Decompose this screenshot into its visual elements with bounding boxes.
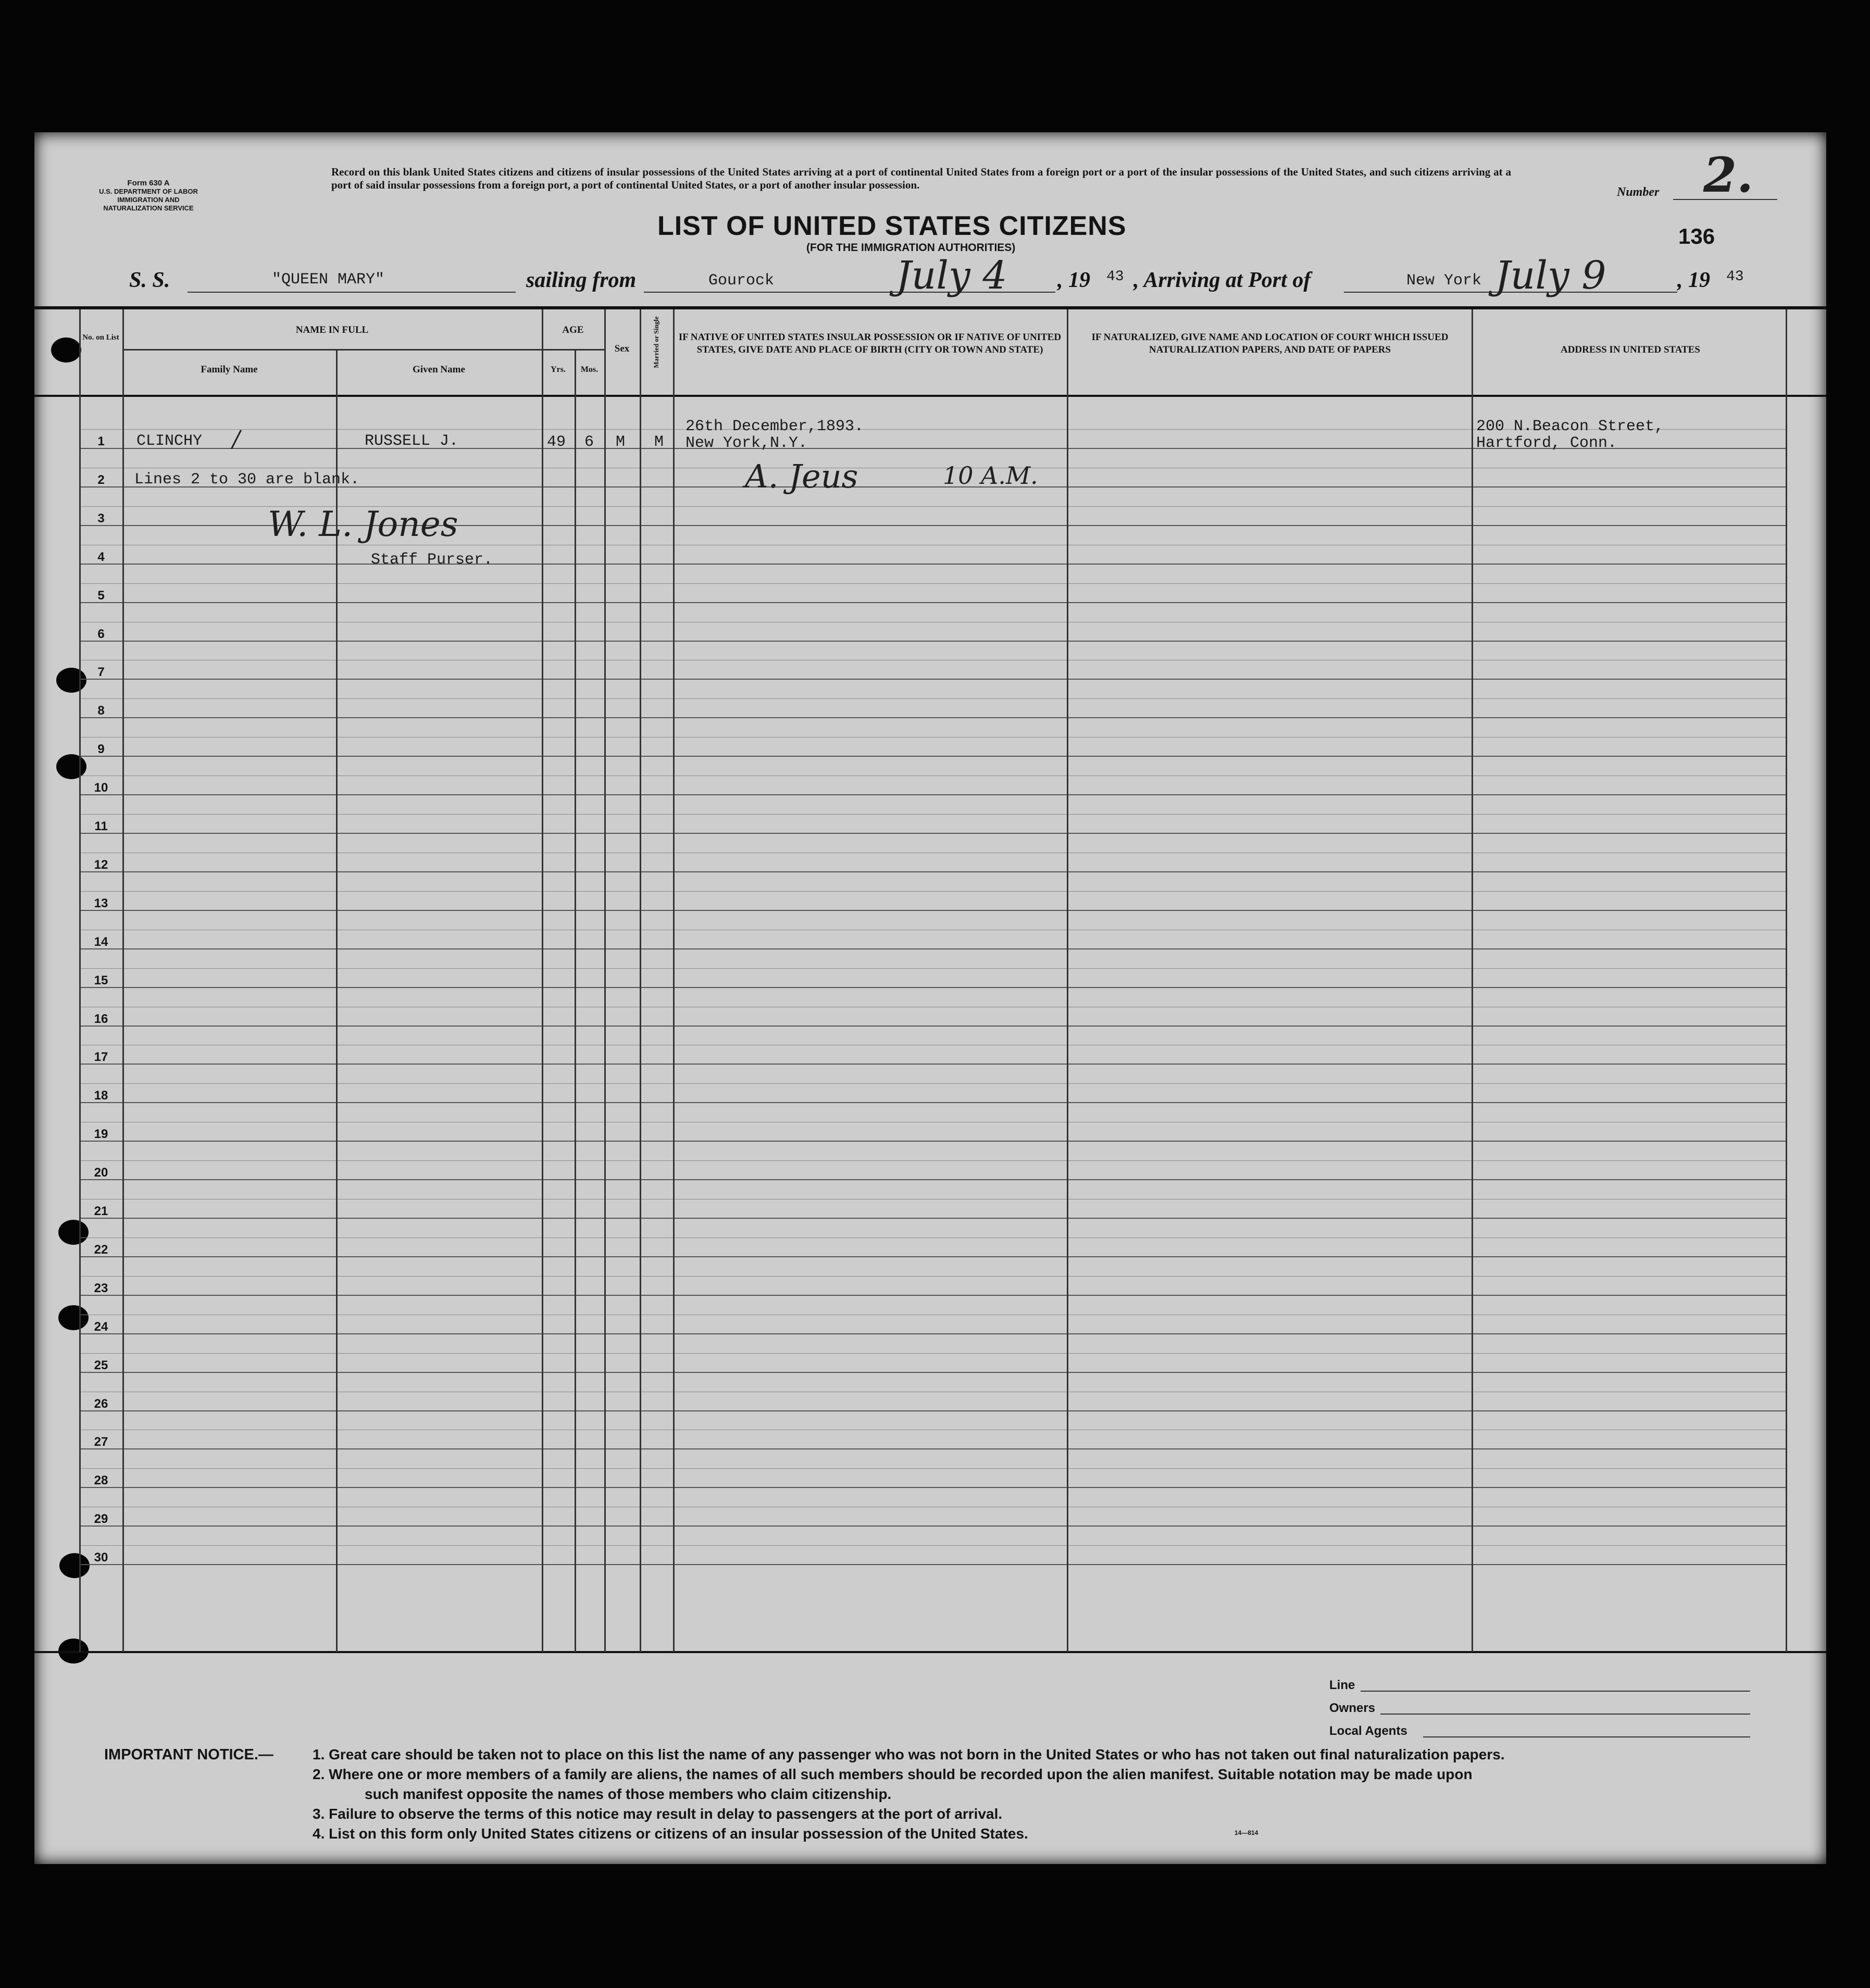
notice-item-2-cont: such manifest opposite the names of those members who claim citizenship. xyxy=(365,1786,892,1802)
punch-hole xyxy=(51,337,81,362)
row-number: 7 xyxy=(97,665,105,680)
col-naturalized-header: IF NATURALIZED, GIVE NAME AND LOCATION OF COURT WHICH ISSUED NATURALIZATION PAPERS, AND DATE OF PAPERS xyxy=(1091,332,1449,355)
inspector-mark: A. Jeus xyxy=(745,457,858,495)
row-rule xyxy=(79,1448,1786,1449)
row-rule xyxy=(79,1256,1786,1257)
year-prefix-2: , 19 xyxy=(1677,268,1710,292)
column-divider xyxy=(336,349,338,1652)
column-divider xyxy=(673,309,675,1652)
row-number: 14 xyxy=(94,934,108,949)
ss-label: S. S. xyxy=(129,268,170,292)
departure-year: 43 xyxy=(1106,269,1124,285)
col-birth-header: IF NATIVE OF UNITED STATES INSULAR POSSESSION OR IF NATIVE OF UNITED STATES, GIVE DATE AND PLACE OF BIRTH (CITY OR TOWN AND STATE) xyxy=(678,332,1062,355)
subheader-rule xyxy=(122,349,604,351)
form-id: Form 630 A xyxy=(127,179,170,187)
row-rule xyxy=(79,1179,1786,1180)
row-rule-faint xyxy=(79,1160,1786,1161)
row-rule xyxy=(79,564,1786,565)
col-name-header: NAME IN FULL xyxy=(295,324,369,335)
page-subtitle: (FOR THE IMMIGRATION AUTHORITIES) xyxy=(806,242,1016,254)
entry-age-yrs: 49 xyxy=(547,433,566,451)
entry-address-line2: Hartford, Conn. xyxy=(1476,434,1617,452)
row-rule xyxy=(79,1372,1786,1373)
entry-age-mos: 6 xyxy=(584,433,594,451)
row-rule-faint xyxy=(79,583,1786,584)
arrival-date: July 9 xyxy=(1495,253,1606,298)
row-rule-faint xyxy=(79,814,1786,815)
blank-lines-note: Lines 2 to 30 are blank. xyxy=(134,471,360,489)
col-no-header: No. on List xyxy=(82,333,119,342)
column-divider xyxy=(604,309,606,1652)
column-divider xyxy=(79,309,81,1652)
purser-title: Staff Purser. xyxy=(371,551,493,569)
row-rule xyxy=(79,948,1786,949)
page-title: LIST OF UNITED STATES CITIZENS xyxy=(657,211,1127,241)
row-number: 4 xyxy=(97,549,105,564)
row-rule-faint xyxy=(79,1468,1786,1469)
footer-owners-underline xyxy=(1380,1714,1750,1715)
col-sex-header: Sex xyxy=(614,343,630,354)
header-bottom-border xyxy=(34,395,1826,397)
row-rule xyxy=(79,756,1786,757)
number-label: Number xyxy=(1617,185,1660,199)
column-divider xyxy=(1472,309,1473,1652)
row-rule-faint xyxy=(79,698,1786,699)
row-rule xyxy=(79,641,1786,642)
notice-item-3: 3. Failure to observe the terms of this notice may result in delay to passengers at the port of arrival. xyxy=(313,1806,1003,1822)
row-number: 29 xyxy=(94,1512,108,1527)
footer-owners-label: Owners xyxy=(1329,1701,1376,1715)
column-divider xyxy=(122,309,124,1652)
column-divider xyxy=(1786,309,1787,1652)
row-number: 6 xyxy=(97,627,105,641)
row-rule-faint xyxy=(79,1083,1786,1084)
purser-signature: W. L. Jones xyxy=(268,504,458,544)
row-number: 19 xyxy=(94,1127,108,1142)
row-rule-faint xyxy=(79,1237,1786,1238)
row-rule-faint xyxy=(79,1545,1786,1546)
entry-address-line1: 200 N.Beacon Street, xyxy=(1476,418,1664,435)
row-number: 11 xyxy=(94,819,108,833)
row-rule xyxy=(79,1410,1786,1411)
row-number: 9 xyxy=(97,742,105,757)
row-rule xyxy=(79,1333,1786,1334)
column-divider xyxy=(640,309,641,1652)
row-number: 24 xyxy=(94,1319,108,1334)
col-address-header: ADDRESS IN UNITED STATES xyxy=(1560,344,1700,355)
notice-item-2: 2. Where one or more members of a family are aliens, the names of all such members should be recorded upon the alien manifest. Suitable notation may be made upon xyxy=(313,1766,1473,1782)
row-number: 25 xyxy=(94,1358,108,1372)
row-rule xyxy=(79,987,1786,988)
row-number: 16 xyxy=(94,1011,108,1026)
col-yrs-header: Yrs. xyxy=(551,365,566,374)
ship-name: "QUEEN MARY" xyxy=(272,271,385,289)
row-rule xyxy=(79,679,1786,680)
row-rule xyxy=(79,910,1786,911)
arrival-year: 43 xyxy=(1726,269,1744,285)
entry-married: M xyxy=(654,433,664,451)
row-rule xyxy=(79,602,1786,603)
form-id-block xyxy=(73,179,224,212)
manifest-sheet xyxy=(34,132,1826,1864)
column-divider xyxy=(1067,309,1068,1652)
year-prefix: , 19 xyxy=(1057,268,1090,292)
punch-hole xyxy=(58,1305,89,1330)
footer-agents-label: Local Agents xyxy=(1329,1724,1407,1738)
footer-line-underline xyxy=(1361,1691,1750,1692)
agency-line: NATURALIZATION SERVICE xyxy=(103,204,194,212)
punch-hole xyxy=(56,668,86,693)
entry-birth-place: New York,N.Y. xyxy=(685,434,808,452)
row-number: 30 xyxy=(94,1551,108,1565)
row-number: 22 xyxy=(94,1242,108,1257)
agency-line: U.S. DEPARTMENT OF LABOR xyxy=(99,187,198,195)
row-rule xyxy=(79,1218,1786,1219)
agency-line: IMMIGRATION AND xyxy=(117,196,180,204)
row-rule xyxy=(79,1487,1786,1488)
row-rule-faint xyxy=(79,1276,1786,1277)
arriving-label: , Arriving at Port of xyxy=(1133,268,1311,292)
row-number: 26 xyxy=(94,1396,108,1411)
entry-family-name: CLINCHY xyxy=(136,432,203,450)
row-rule xyxy=(79,1564,1786,1565)
instructions: Record on this blank United States citizens and citizens of insular possessions of the United States arriving at a port of continental United States from a foreign port or a port of the insular possessions of the United States, and such citizens arriving at a port of said insular possessions from a foreign port, a port of continental United States, or a port of another insular possession. xyxy=(331,166,1511,191)
stamp-number: 136 xyxy=(1678,224,1715,248)
row-rule-faint xyxy=(79,1353,1786,1354)
number-value: 2. xyxy=(1703,147,1754,203)
row-rule xyxy=(79,1141,1786,1142)
entry-sex: M xyxy=(616,433,626,451)
row-number: 8 xyxy=(97,704,105,718)
inspector-time: 10 A.M. xyxy=(943,461,1038,490)
row-number: 21 xyxy=(94,1204,108,1218)
print-code: 14—814 xyxy=(1235,1829,1258,1836)
row-rule-faint xyxy=(79,891,1786,892)
row-number: 1 xyxy=(97,434,105,448)
footer-line-label: Line xyxy=(1329,1678,1355,1692)
notice-item-1: 1. Great care should be taken not to place on this list the name of any passenger who was not born in the United States or who has not taken out final naturalization papers. xyxy=(313,1746,1505,1762)
row-rule xyxy=(79,833,1786,834)
table-bottom-border xyxy=(34,1651,1826,1653)
row-rule xyxy=(79,794,1786,795)
row-number: 12 xyxy=(94,857,108,872)
row-rule xyxy=(79,1526,1786,1527)
col-age-header: AGE xyxy=(562,324,584,335)
row-number: 2 xyxy=(97,472,105,487)
punch-hole xyxy=(58,1220,89,1245)
table-top-border xyxy=(34,306,1826,309)
column-divider xyxy=(542,309,543,1652)
row-rule xyxy=(79,1026,1786,1027)
row-rule xyxy=(79,1064,1786,1065)
col-family-name-header: Family Name xyxy=(201,364,258,375)
departure-date: July 4 xyxy=(896,253,1007,298)
row-rule xyxy=(79,717,1786,718)
row-rule xyxy=(79,871,1786,872)
row-number: 27 xyxy=(94,1435,108,1449)
row-number: 23 xyxy=(94,1281,108,1295)
footer-agents-underline xyxy=(1423,1736,1750,1737)
notice-item-4: 4. List on this form only United States citizens or citizens of an insular possession of the United States. xyxy=(313,1826,1028,1842)
row-rule-faint xyxy=(79,968,1786,969)
entry-birth-date: 26th December,1893. xyxy=(685,418,864,435)
row-number: 28 xyxy=(94,1473,108,1488)
notice-label: IMPORTANT NOTICE.— xyxy=(104,1746,273,1763)
row-number: 20 xyxy=(94,1166,108,1180)
row-number: 15 xyxy=(94,973,108,987)
column-divider xyxy=(575,349,576,1652)
col-married-header: Married or Single xyxy=(652,316,660,368)
ship-underline xyxy=(188,292,516,293)
row-number: 10 xyxy=(94,781,108,795)
row-number: 3 xyxy=(97,511,105,526)
departure-port: Gourock xyxy=(708,272,775,290)
row-number: 17 xyxy=(94,1050,108,1065)
sailing-label: sailing from xyxy=(526,268,637,292)
row-number: 5 xyxy=(97,588,105,603)
col-mos-header: Mos. xyxy=(580,365,599,374)
entry-given-name: RUSSELL J. xyxy=(365,432,459,450)
check-mark: / xyxy=(232,426,240,453)
row-number: 13 xyxy=(94,896,108,910)
row-number: 18 xyxy=(94,1089,108,1103)
row-rule xyxy=(79,1295,1786,1296)
col-given-name-header: Given Name xyxy=(413,364,465,375)
row-rule xyxy=(79,1102,1786,1103)
arrival-port: New York xyxy=(1406,272,1482,290)
